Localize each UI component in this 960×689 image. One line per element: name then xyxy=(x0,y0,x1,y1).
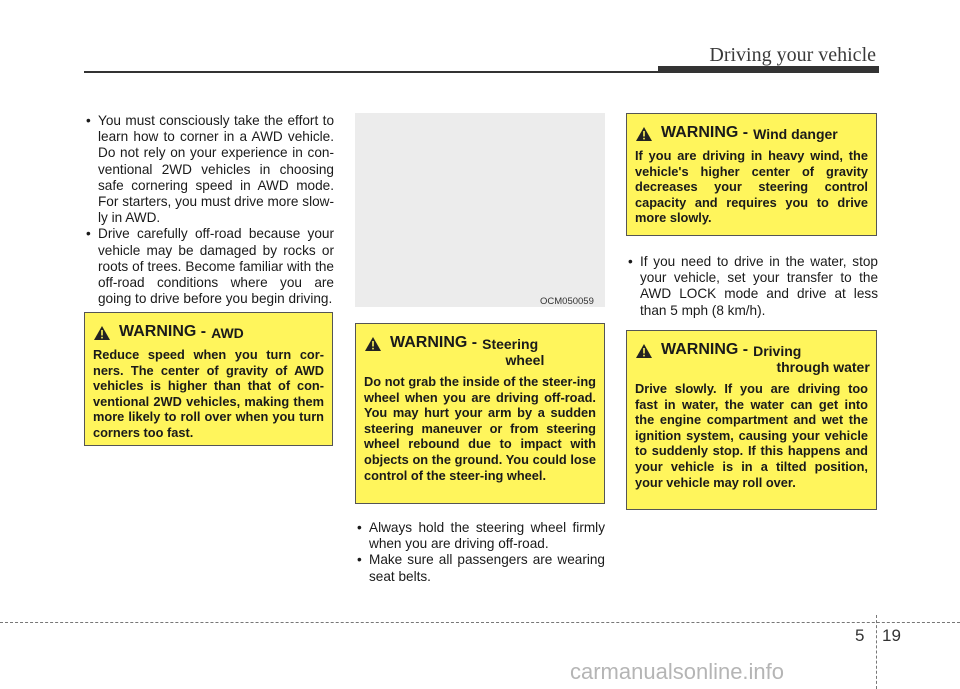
warning-triangle-icon xyxy=(364,336,382,352)
middle-column xyxy=(355,520,605,585)
bullet-cornering: • You must consciously take the effort to learn how to corner in a AWD vehicle. Do not rely on your experience in con-ventional 2WD vehicles in choosing safe cornering speed in AWD mode. For starters, you must drive more slow-ly in AWD. xyxy=(84,113,334,226)
right-column xyxy=(626,254,878,319)
warning-water-box xyxy=(626,330,877,510)
footer-rule xyxy=(0,622,960,623)
left-column xyxy=(84,113,334,307)
warning-body: Reduce speed when you turn cor-ners. The center of gravity of AWD vehicles is higher than that of con-ventional 2WD vehicles, making them more likely to roll over when you turn corners too fast. xyxy=(93,347,324,440)
figure-image xyxy=(355,113,605,307)
warning-subject: Wind danger xyxy=(753,126,838,142)
warning-triangle-icon xyxy=(93,325,111,341)
bullet-steering-grip: • Always hold the steering wheel firmly when you are driving off-road. xyxy=(355,520,605,552)
chapter-number: 5 xyxy=(855,626,865,645)
section-title: Driving your vehicle xyxy=(709,44,876,66)
warning-label: WARNING - xyxy=(390,334,478,351)
bullet-offroad: • Drive carefully off-road because your vehicle may be damaged by rocks or roots of trees. Become familiar with the off-road conditions where you are going to drive before you begin driving. xyxy=(84,226,334,307)
warning-label: WARNING - xyxy=(661,341,749,358)
warning-wind-box xyxy=(626,113,877,236)
warning-awd-box xyxy=(84,312,333,446)
bullet-water: • If you need to drive in the water, stop your vehicle, set your transfer to the AWD LOCK mode and drive at less than 5 mph (8 km/h). xyxy=(626,254,878,319)
warning-subject: Steering wheel xyxy=(482,336,545,368)
page-number: 19 xyxy=(882,626,901,645)
footer-divider xyxy=(876,615,877,689)
warning-label: WARNING - xyxy=(661,124,749,141)
header-bar xyxy=(658,66,879,73)
warning-body: Do not grab the inside of the steer-ing wheel when you are driving off-road. You may hurt your arm by a sudden steering maneuver or from steering wheel rebound due to impact with objects on the ground. You could lose control of the steer-ing wheel. xyxy=(364,374,596,483)
figure-caption: OCM050059 xyxy=(540,296,594,307)
warning-body: Drive slowly. If you are driving too fast in water, the water can get into the engine compartment and wet the ignition system, causing your vehicle to suddenly stop. If this happens and your vehicle is in a tilted position, your vehicle may roll over. xyxy=(635,381,868,490)
warning-triangle-icon xyxy=(635,343,653,359)
warning-steering-box xyxy=(355,323,605,504)
warning-triangle-icon xyxy=(635,126,653,142)
warning-label: WARNING - xyxy=(119,323,207,340)
warning-subject: AWD xyxy=(211,325,244,341)
warning-body: If you are driving in heavy wind, the vehicle's higher center of gravity decreases your steering control capacity and requires you to drive more slowly. xyxy=(635,148,868,226)
warning-subject: Driving through water xyxy=(753,343,870,375)
watermark: carmanualsonline.info xyxy=(570,659,785,684)
bullet-seat-belts: • Make sure all passengers are wearing seat belts. xyxy=(355,552,605,584)
